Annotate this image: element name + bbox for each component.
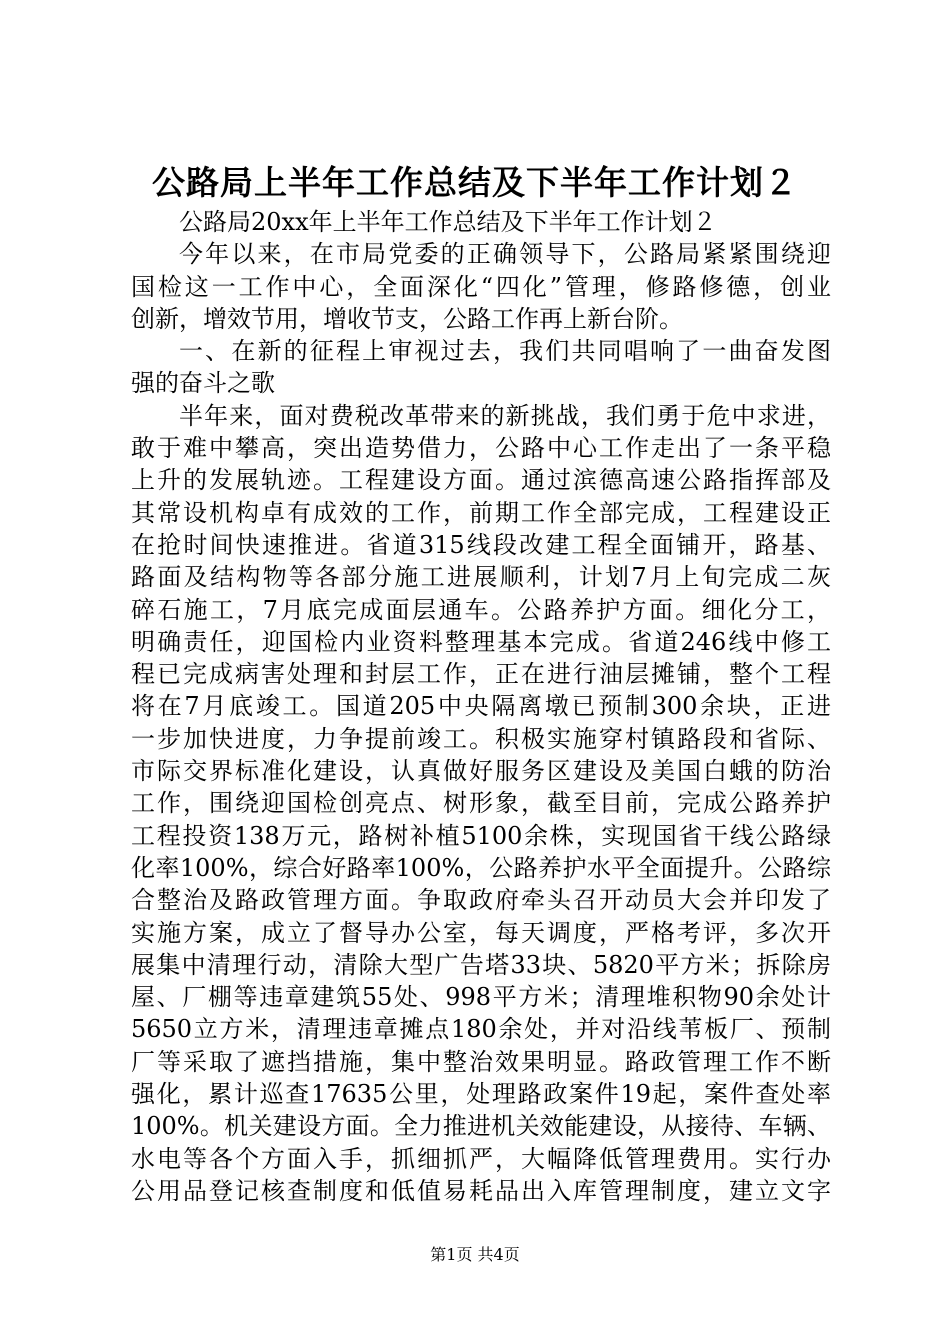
paragraph-line: 路面及结构物等各部分施工进展顺利，计划7月上旬完成二灰 <box>131 563 831 592</box>
paragraph-line: 5650立方米，清理违章摊点180余处，并对沿线苇板厂、预制 <box>131 1015 831 1044</box>
paragraph-line: 公用品登记核查制度和低值易耗品出入库管理制度，建立文字 <box>131 1176 831 1205</box>
paragraph-line: 碎石施工，7月底完成面层通车。公路养护方面。细化分工， <box>131 595 831 624</box>
paragraph-line: 水电等各个方面入手，抓细抓严，大幅降低管理费用。实行办 <box>131 1144 831 1173</box>
paragraph-line: 将在7月底竣工。国道205中央隔离墩已预制300余块，正进 <box>131 692 831 721</box>
paragraph-line: 程已完成病害处理和封层工作，正在进行油层摊铺，整个工程 <box>131 660 831 689</box>
paragraph-line: 其常设机构卓有成效的工作，前期工作全部完成，工程建设正 <box>131 498 831 527</box>
paragraph-line: 上升的发展轨迹。工程建设方面。通过滨德高速公路指挥部及 <box>131 466 831 495</box>
paragraph-line: 工程投资138万元，路树补植5100余株，实现国省干线公路绿 <box>131 821 831 850</box>
paragraph-line: 明确责任，迎国检内业资料整理基本完成。省道246线中修工 <box>131 627 831 656</box>
document-body <box>131 206 831 1207</box>
paragraph-line: 工作，围绕迎国检创亮点、树形象，截至目前，完成公路养护 <box>131 789 831 818</box>
paragraph-line: 今年以来，在市局党委的正确领导下，公路局紧紧围绕迎 <box>179 240 831 269</box>
paragraph-line: 一步加快进度，力争提前竣工。积极实施穿村镇路段和省际、 <box>131 724 831 753</box>
paragraph-line: 100%。机关建设方面。全力推进机关效能建设，从接待、车辆、 <box>131 1112 831 1141</box>
paragraph-line: 敢于难中攀高，突出造势借力，公路中心工作走出了一条平稳 <box>131 434 831 463</box>
page-footer: 第1页 共4页 <box>430 1245 520 1264</box>
paragraph-line: 在抢时间快速推进。省道315线段改建工程全面铺开，路基、 <box>131 530 831 559</box>
paragraph-line: 创新，增效节用，增收节支，公路工作再上新台阶。 <box>131 304 683 333</box>
subtitle-line: 公路局20xx年上半年工作总结及下半年工作计划２ <box>179 208 717 236</box>
paragraph-line: 实施方案，成立了督导办公室，每天调度，严格考评，多次开 <box>131 918 831 947</box>
paragraph-line: 厂等采取了遮挡措施，集中整治效果明显。路政管理工作不断 <box>131 1047 831 1076</box>
section-heading-line: 一、在新的征程上审视过去，我们共同唱响了一曲奋发图 <box>179 337 831 366</box>
paragraph-line: 化率100%，综合好路率100%，公路养护水平全面提升。公路综 <box>131 853 831 882</box>
paragraph-line: 屋、厂棚等违章建筑55处、998平方米；清理堆积物90余处计 <box>131 983 831 1012</box>
paragraph-line: 强化，累计巡查17635公里，处理路政案件19起，案件查处率 <box>131 1080 831 1109</box>
section-heading-line: 强的奋斗之歌 <box>131 369 275 398</box>
paragraph-line: 半年来，面对费税改革带来的新挑战，我们勇于危中求进， <box>179 401 831 430</box>
paragraph-line: 展集中清理行动，清除大型广告塔33块、5820平方米；拆除房 <box>131 950 831 979</box>
paragraph-line: 合整治及路政管理方面。争取政府牵头召开动员大会并印发了 <box>131 886 831 915</box>
paragraph-line: 市际交界标准化建设，认真做好服务区建设及美国白蛾的防治 <box>131 757 831 786</box>
document-title: 公路局上半年工作总结及下半年工作计划２ <box>152 163 798 202</box>
paragraph-line: 国检这一工作中心，全面深化“四化”管理，修路修德，创业 <box>131 272 831 301</box>
